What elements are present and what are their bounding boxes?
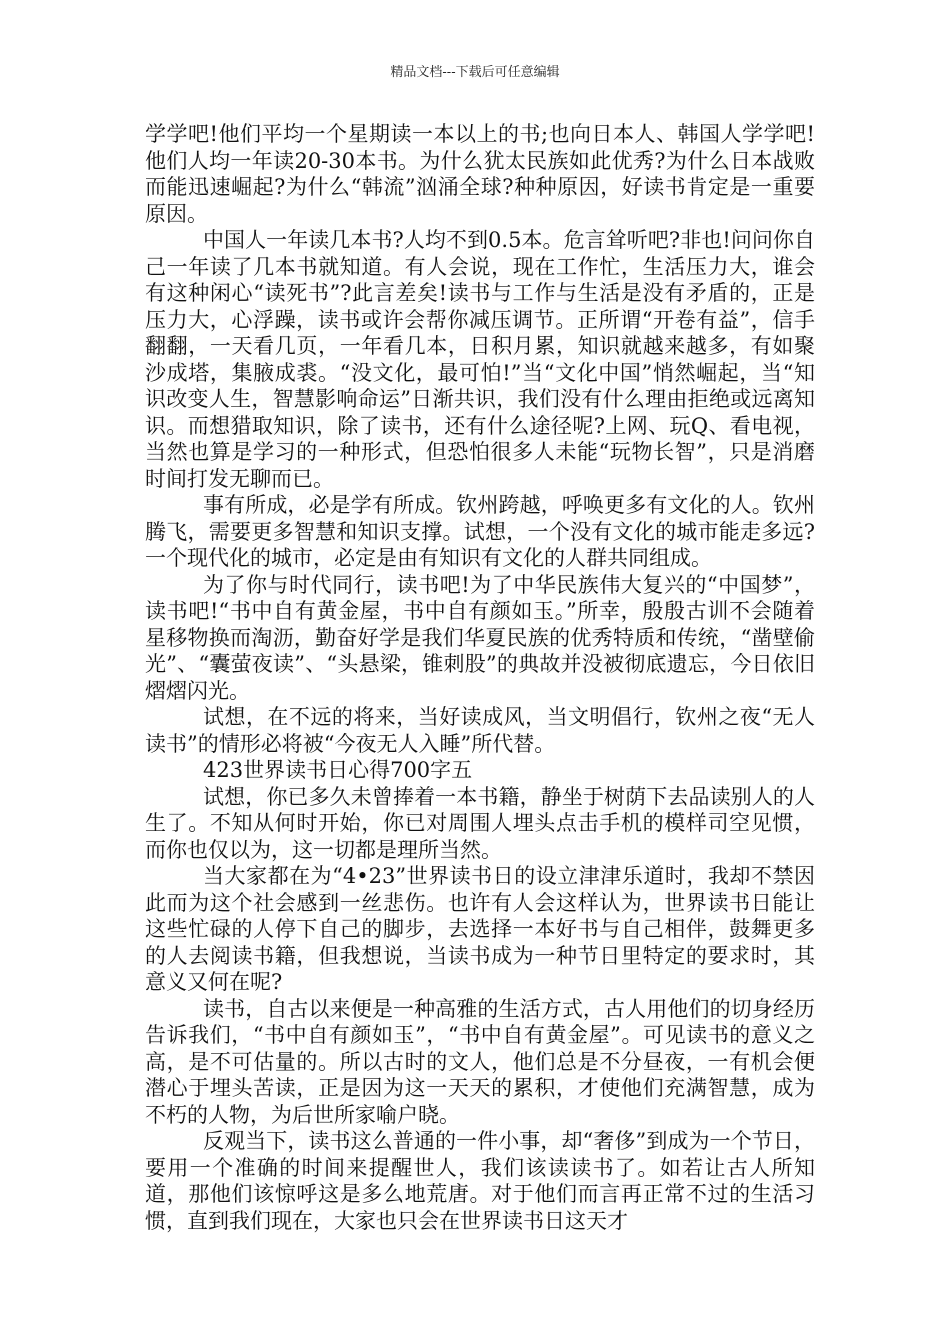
paragraph: 为了你与时代同行，读书吧!为了中华民族伟大复兴的“中国梦”，读书吧!“书中自有黄金屋，书中自有颜如玉。”所幸，殷殷古训不会随着星移物换而淘沥，勤奋好学是我们华夏民族的优秀特质和传统，“凿壁偷光”、“囊萤夜读”、“头悬梁，锥刺股”的典故并没被彻底遗忘，今日依旧熠熠闪光。 (145, 572, 815, 703)
paragraph: 事有所成，必是学有所成。钦州跨越，呼唤更多有文化的人。钦州腾飞，需要更多智慧和知识支撑。试想，一个没有文化的城市能走多远?一个现代化的城市，必定是由有知识有文化的人群共同组成。 (145, 493, 815, 570)
paragraph-continued: 学学吧!他们平均一个星期读一本以上的书;也向日本人、韩国人学学吧!他们人均一年读20-30本书。为什么犹太民族如此优秀?为什么日本战败而能迅速崛起?为什么“韩流”汹涌全球?种种原因，好读书肯定是一重要原因。 (145, 122, 815, 226)
page-header: 精品文档---下载后可任意编辑 (390, 65, 560, 80)
paragraph: 中国人一年读几本书?人均不到0.5本。危言耸听吧?非也!问问你自己一年读了几本书就知道。有人会说，现在工作忙，生活压力大，谁会有这种闲心“读死书”?此言差矣!读书与工作与生活是没有矛盾的，正是压力大，心浮躁，读书或许会帮你减压调节。正所谓“开卷有益”，信手翻翻，一天看几页，一年看几本，日积月累，知识就越来越多，有如聚沙成塔，集腋成裘。“没文化，最可怕!”当“文化中国”悄然崛起，当“知识改变人生，智慧影响命运”日渐共识，我们没有什么理由拒绝或远离知识。而想猎取知识，除了读书，还有什么途径呢?上网、玩Q、看电视，当然也算是学习的一种形式，但恐怕很多人未能“玩物长智”，只是消磨时间打发无聊而已。 (145, 228, 815, 491)
document-body (145, 121, 815, 1234)
paragraph: 当大家都在为“4•23”世界读书日的设立津津乐道时，我却不禁因此而为这个社会感到一丝悲伤。也许有人会这样认为，世界读书日能让这些忙碌的人停下自己的脚步，去选择一本好书与自己相伴，鼓舞更多的人去阅读书籍，但我想说，当读书成为一种节日里特定的要求时，其意义又何在呢? (145, 864, 815, 994)
section-heading: 423世界读书日心得700字五 (203, 758, 473, 782)
paragraph: 读书，自古以来便是一种高雅的生活方式，古人用他们的切身经历告诉我们，“书中自有颜如玉”，“书中自有黄金屋”。可见读书的意义之高，是不可估量的。所以古时的文人，他们总是不分昼夜，一有机会便潜心于埋头苦读，正是因为这一天天的累积，才使他们充满智慧，成为不朽的人物，为后世所家喻户晓。 (145, 996, 815, 1127)
paragraph: 试想，在不远的将来，当好读成风，当文明倡行，钦州之夜“无人读书”的情形必将被“今夜无人入睡”所代替。 (145, 705, 815, 756)
paragraph: 试想，你已多久未曾捧着一本书籍，静坐于树荫下去品读别人的人生了。不知从何时开始，你已对周围人埋头点击手机的模样司空见惯，而你也仅以为，这一切都是理所当然。 (145, 784, 815, 862)
paragraph: 反观当下，读书这么普通的一件小事，却“奢侈”到成为一个节日，要用一个准确的时间来提醒世人，我们该读读书了。如若让古人所知道，那他们该惊呼这是多么地荒唐。对于他们而言再正常不过的生活习惯，直到我们现在，大家也只会在世界读书日这天才 (145, 1129, 815, 1233)
